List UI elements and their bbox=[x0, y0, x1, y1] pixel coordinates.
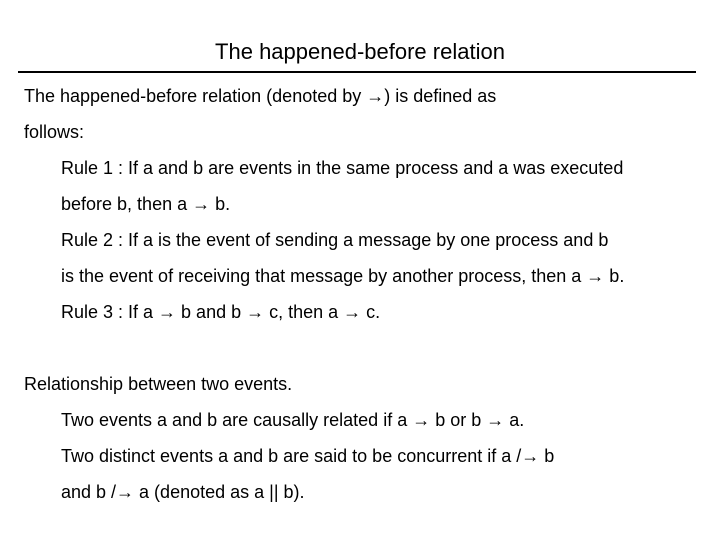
concurrent-line-1: Two distinct events a and b are said to be concurrent if a /→ b bbox=[61, 446, 555, 466]
slide-title: The happened-before relation bbox=[215, 39, 505, 64]
concurrent-line-2: and b /→ a (denoted as a || b). bbox=[61, 482, 305, 502]
rule-3-line-1: Rule 3 : If a → b and b → c, then a → c. bbox=[61, 302, 381, 322]
causal-line-1: Two events a and b are causally related if a → b or b → a. bbox=[61, 410, 525, 430]
relationship-heading: Relationship between two events. bbox=[24, 374, 293, 394]
rule-2-line-2: is the event of receiving that message by another process, then a → b. bbox=[61, 266, 625, 286]
intro-line-1: The happened-before relation (denoted by →) is defined as bbox=[24, 86, 497, 106]
rule-2-line-1: Rule 2 : If a is the event of sending a message by one process and b bbox=[61, 230, 609, 250]
title-divider bbox=[18, 71, 696, 73]
intro-line-2: follows: bbox=[24, 122, 85, 142]
rule-1-line-2: before b, then a → b. bbox=[61, 194, 231, 214]
rule-1-line-1: Rule 1 : If a and b are events in the same process and a was executed bbox=[61, 158, 624, 178]
